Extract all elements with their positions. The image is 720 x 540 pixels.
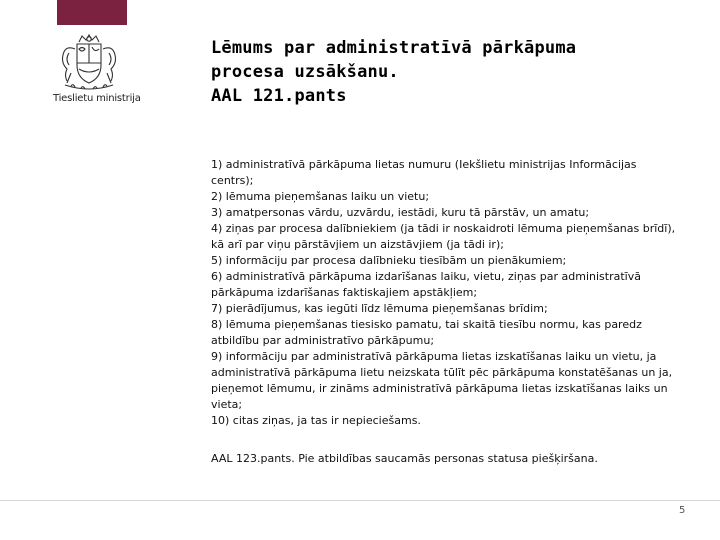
list-item: 9) informāciju par administratīvā pārkāpuma lietas izskatīšanas laiku un vietu, ja administratīvā pārkāpuma lietu neizskata tūlīt pēc pārkāpuma konstatēšanas un ja, pieņemot lēmumu, ir zināms administratīvā pārkāpuma lietas izskatīšanas laiks un vieta; — [211, 350, 673, 411]
title-line: procesa uzsākšanu. — [211, 62, 399, 82]
footer-divider — [0, 500, 720, 501]
list-item: 6) administratīvā pārkāpuma izdarīšanas laiku, vietu, ziņas par administratīvā pārkāpuma izdarīšanas faktiskajiem apstākļiem; — [211, 270, 641, 299]
slide-title — [211, 36, 691, 108]
brand-bar — [57, 0, 127, 25]
title-line: AAL 121.pants — [211, 86, 347, 106]
list-item: 4) ziņas par procesa dalībniekiem (ja tādi ir noskaidroti lēmuma pieņemšanas brīdī), kā arī par viņu pārstāvjiem un aizstāvjiem (ja tādi ir); — [211, 222, 676, 251]
list-item: 10) citas ziņas, ja tas ir nepieciešams. — [211, 414, 421, 427]
article-note: AAL 123.pants. Pie atbildības saucamās personas statusa piešķiršana. — [211, 452, 598, 465]
list-item: 5) informāciju par procesa dalībnieku tiesībām un pienākumiem; — [211, 254, 567, 267]
list-item: 2) lēmuma pieņemšanas laiku un vietu; — [211, 190, 430, 203]
title-line: Lēmums par administratīvā pārkāpuma — [211, 38, 577, 58]
ministry-name: Tieslietu ministrija — [53, 93, 141, 104]
list-item: 3) amatpersonas vārdu, uzvārdu, iestādi, kuru tā pārstāv, un amatu; — [211, 206, 590, 219]
list-item: 7) pierādījumus, kas iegūti līdz lēmuma pieņemšanas brīdim; — [211, 302, 548, 315]
requirements-list — [211, 157, 681, 429]
page-number: 5 — [679, 505, 686, 516]
list-item: 8) lēmuma pieņemšanas tiesisko pamatu, tai skaitā tiesību normu, kas paredz atbildību par administratīvo pārkāpumu; — [211, 318, 642, 347]
list-item: 1) administratīvā pārkāpuma lietas numuru (Iekšlietu ministrijas Informācijas centrs); — [211, 158, 637, 187]
coat-of-arms-icon — [55, 33, 123, 91]
